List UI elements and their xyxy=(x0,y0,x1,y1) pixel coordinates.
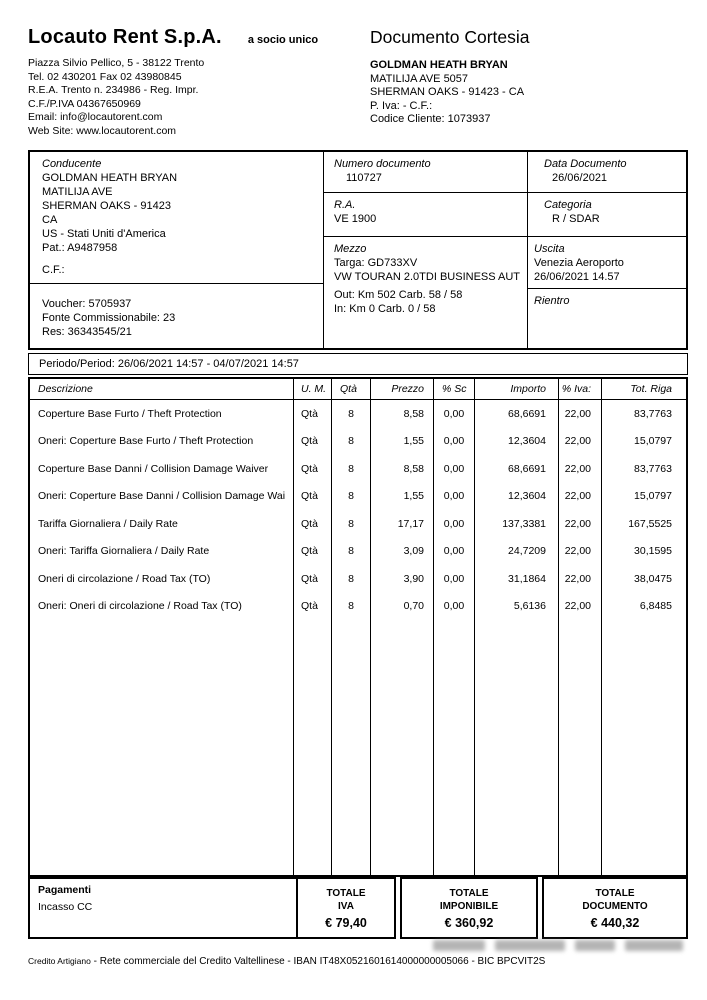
cell-sc: 0,00 xyxy=(434,538,475,566)
table-row xyxy=(30,510,686,538)
cell-iva: 22,00 xyxy=(559,593,602,621)
cell-importo: 31,1864 xyxy=(475,565,559,593)
company-suffix: a socio unico xyxy=(247,34,319,46)
bank-details: - Rete commerciale del Credito Valtellinese - IBAN IT48X0521601614000000005066 - BIC BPCVIT2S xyxy=(90,956,546,967)
totals-section xyxy=(28,877,688,939)
payments-cell xyxy=(28,877,298,939)
table-row xyxy=(30,538,686,566)
company-details xyxy=(28,57,370,138)
customer-address2: SHERMAN OAKS - 91423 - CA xyxy=(370,86,525,98)
data-documento-cell xyxy=(528,152,686,193)
customer-block xyxy=(370,59,688,127)
ra-cell xyxy=(324,193,527,237)
cell-prezzo: 17,17 xyxy=(371,510,434,538)
customer-address1: MATILIJA AVE 5057 xyxy=(370,72,469,85)
totale-iva-box xyxy=(296,877,396,939)
filler-cell xyxy=(475,620,559,875)
cell-iva: 22,00 xyxy=(559,428,602,456)
col-header-prezzo: Prezzo xyxy=(371,379,434,399)
data-documento-value: 26/06/2021 xyxy=(552,172,608,184)
cell-qta: 8 xyxy=(332,483,371,511)
company-vat: C.F./P.IVA 04367650969 xyxy=(28,97,141,110)
mezzo-out: Out: Km 502 Carb. 58 / 58 xyxy=(334,289,463,301)
watermark xyxy=(433,933,690,957)
conducente-cf: C.F.: xyxy=(42,264,65,276)
cell-prezzo: 1,55 xyxy=(371,483,434,511)
mezzo-in: In: Km 0 Carb. 0 / 58 xyxy=(334,303,436,315)
totale-imponibile-amount: € 360,92 xyxy=(444,915,494,930)
cell-um: Qtà xyxy=(294,565,332,593)
document-header-block xyxy=(370,26,688,150)
cell-descrizione: Tariffa Giornaliera / Daily Rate xyxy=(30,510,294,538)
mezzo-label: Mezzo xyxy=(334,243,367,255)
cell-iva: 22,00 xyxy=(559,510,602,538)
cell-qta: 8 xyxy=(332,593,371,621)
cell-prezzo: 3,09 xyxy=(371,538,434,566)
company-rea: R.E.A. Trento n. 234986 - Reg. Impr. xyxy=(28,84,199,96)
cell-tot-riga: 15,0797 xyxy=(634,435,672,448)
numero-documento-value: 110727 xyxy=(346,172,382,184)
conducente-country: US - Stati Uniti d'America xyxy=(42,228,166,240)
cell-um: Qtà xyxy=(294,428,332,456)
cell-qta: 8 xyxy=(332,400,371,428)
filler-cell xyxy=(434,620,475,875)
cell-iva: 22,00 xyxy=(559,400,602,428)
voucher-number: Voucher: 5705937 xyxy=(42,298,132,310)
filler-cell xyxy=(294,620,332,875)
categoria-value: R / SDAR xyxy=(552,213,600,225)
cell-sc: 0,00 xyxy=(434,483,475,511)
document-title: Documento Cortesia xyxy=(370,27,530,47)
cell-prezzo: 1,55 xyxy=(371,428,434,456)
company-name: Locauto Rent S.p.A. xyxy=(28,26,222,48)
table-row xyxy=(30,455,686,483)
conducente-cell xyxy=(30,152,323,284)
cell-descrizione: Coperture Base Danni / Collision Damage Waiver xyxy=(30,455,294,483)
company-address: Piazza Silvio Pellico, 5 - 38122 Trento xyxy=(28,57,205,69)
cell-qta: 8 xyxy=(332,538,371,566)
filler-cell xyxy=(332,620,371,875)
cell-tot-riga: 6,8485 xyxy=(639,600,672,613)
watermark-block xyxy=(495,940,565,951)
cell-um: Qtà xyxy=(294,510,332,538)
cell-qta: 8 xyxy=(332,455,371,483)
info-col-right xyxy=(528,152,686,348)
watermark-block xyxy=(575,940,615,951)
cell-tot-riga: 167,5525 xyxy=(628,517,672,530)
table-filler-row xyxy=(30,620,686,875)
filler-cell xyxy=(559,620,602,875)
cell-descrizione: Oneri: Tariffa Giornaliera / Daily Rate xyxy=(30,538,294,566)
cell-importo: 12,3604 xyxy=(475,428,559,456)
bank-prefix: Credito Artigiano xyxy=(28,956,91,966)
customer-code: Codice Cliente: 1073937 xyxy=(370,113,491,125)
cell-iva: 22,00 xyxy=(559,538,602,566)
totale-iva-amount: € 79,40 xyxy=(325,915,367,930)
company-email: Email: info@locautorent.com xyxy=(28,111,163,123)
cell-sc: 0,00 xyxy=(434,400,475,428)
col-header-importo: Importo xyxy=(475,379,559,399)
ra-label: R.A. xyxy=(334,199,356,211)
info-col-left xyxy=(30,152,324,348)
customer-fiscal: P. Iva: - C.F.: xyxy=(370,99,433,112)
totale-iva-line1: TOTALE xyxy=(326,887,366,899)
cell-sc: 0,00 xyxy=(434,455,475,483)
conducente-state: CA xyxy=(42,214,58,226)
totale-iva-line2: IVA xyxy=(338,900,354,912)
cell-prezzo: 3,90 xyxy=(371,565,434,593)
table-row xyxy=(30,593,686,621)
watermark-block xyxy=(433,940,485,951)
cell-um: Qtà xyxy=(294,400,332,428)
cell-iva: 22,00 xyxy=(559,483,602,511)
totale-documento-box xyxy=(542,877,688,939)
filler-cell xyxy=(371,620,434,875)
cell-sc: 0,00 xyxy=(434,565,475,593)
cell-importo: 24,7209 xyxy=(475,538,559,566)
ra-value: VE 1900 xyxy=(334,213,377,225)
table-row xyxy=(30,565,686,593)
uscita-cell xyxy=(528,237,686,289)
categoria-cell xyxy=(528,193,686,237)
periodo-bar xyxy=(28,353,688,375)
mezzo-vehicle: VW TOURAN 2.0TDI BUSINESS AUT xyxy=(334,271,521,283)
fonte-commissionabile: Fonte Commissionabile: 23 xyxy=(42,312,176,324)
cell-tot-riga: 15,0797 xyxy=(634,490,672,503)
company-block xyxy=(28,26,370,150)
company-phone: Tel. 02 430201 Fax 02 43980845 xyxy=(28,70,182,83)
col-header-iva: % Iva: xyxy=(559,379,602,399)
conducente-street: MATILIJA AVE xyxy=(42,186,113,198)
cell-descrizione: Coperture Base Furto / Theft Protection xyxy=(30,400,294,428)
header xyxy=(28,26,688,150)
res-number: Res: 36343545/21 xyxy=(42,326,132,338)
col-header-tot-riga: Tot. Riga xyxy=(630,383,672,395)
company-name-row xyxy=(28,26,370,49)
cell-sc: 0,00 xyxy=(434,428,475,456)
cell-importo: 68,6691 xyxy=(475,455,559,483)
table-row xyxy=(30,400,686,428)
cell-sc: 0,00 xyxy=(434,593,475,621)
payments-label: Pagamenti xyxy=(38,884,92,896)
voucher-cell xyxy=(30,284,323,348)
numero-documento-label: Numero documento xyxy=(334,158,431,170)
periodo-text: Periodo/Period: 26/06/2021 14:57 - 04/07/2021 14:57 xyxy=(39,358,299,370)
uscita-datetime: 26/06/2021 14.57 xyxy=(534,271,620,283)
uscita-label: Uscita xyxy=(534,243,565,255)
totale-imponibile-box xyxy=(400,877,538,939)
rientro-cell xyxy=(528,289,686,348)
cell-um: Qtà xyxy=(294,593,332,621)
totale-documento-amount: € 440,32 xyxy=(590,915,640,930)
cell-qta: 8 xyxy=(332,510,371,538)
cell-prezzo: 8,58 xyxy=(371,400,434,428)
rental-info-box xyxy=(28,150,688,350)
customer-name: GOLDMAN HEATH BRYAN xyxy=(370,59,508,71)
table-header-row xyxy=(30,379,686,400)
cell-qta: 8 xyxy=(332,565,371,593)
numero-documento-cell xyxy=(324,152,527,193)
table-row xyxy=(30,483,686,511)
totale-imponibile-line2: IMPONIBILE xyxy=(439,900,499,912)
col-header-um: U. M. xyxy=(294,379,332,399)
totale-documento-line2: DOCUMENTO xyxy=(582,900,648,912)
cell-importo: 12,3604 xyxy=(475,483,559,511)
cell-descrizione: Oneri di circolazione / Road Tax (TO) xyxy=(30,565,294,593)
table-row xyxy=(30,428,686,456)
cell-sc: 0,00 xyxy=(434,510,475,538)
cell-tot-riga: 83,7763 xyxy=(634,462,672,475)
cell-descrizione: Oneri: Coperture Base Danni / Collision Damage Wai xyxy=(30,483,294,511)
cell-iva: 22,00 xyxy=(559,455,602,483)
filler-cell xyxy=(30,620,294,875)
conducente-name: GOLDMAN HEATH BRYAN xyxy=(42,172,178,184)
cell-um: Qtà xyxy=(294,538,332,566)
cell-um: Qtà xyxy=(294,483,332,511)
cell-tot-riga: 30,1595 xyxy=(634,545,672,558)
cell-um: Qtà xyxy=(294,455,332,483)
uscita-place: Venezia Aeroporto xyxy=(534,257,624,269)
totale-documento-line1: TOTALE xyxy=(595,887,635,899)
company-website: Web Site: www.locautorent.com xyxy=(28,124,177,137)
cell-descrizione: Oneri: Coperture Base Furto / Theft Protection xyxy=(30,428,294,456)
col-header-qta: Qtà xyxy=(332,379,371,399)
conducente-label: Conducente xyxy=(42,158,102,170)
totale-imponibile-line1: TOTALE xyxy=(449,887,489,899)
cell-tot-riga: 38,0475 xyxy=(634,572,672,585)
bank-footer xyxy=(28,956,688,967)
filler-cell xyxy=(602,620,686,875)
cell-prezzo: 8,58 xyxy=(371,455,434,483)
cell-qta: 8 xyxy=(332,428,371,456)
info-col-middle xyxy=(324,152,528,348)
data-documento-label: Data Documento xyxy=(544,158,627,170)
payment-method: Incasso CC xyxy=(38,901,93,913)
rientro-label: Rientro xyxy=(534,295,570,307)
mezzo-targa: Targa: GD733XV xyxy=(334,257,418,269)
charges-table xyxy=(28,377,688,877)
conducente-city: SHERMAN OAKS - 91423 xyxy=(42,200,171,212)
conducente-license: Pat.: A9487958 xyxy=(42,242,118,254)
categoria-label: Categoria xyxy=(544,199,592,211)
cell-importo: 68,6691 xyxy=(475,400,559,428)
cell-importo: 5,6136 xyxy=(475,593,559,621)
cell-prezzo: 0,70 xyxy=(371,593,434,621)
cell-importo: 137,3381 xyxy=(475,510,559,538)
col-header-sc: % Sc xyxy=(434,379,475,399)
col-header-descrizione: Descrizione xyxy=(30,379,294,399)
cell-iva: 22,00 xyxy=(559,565,602,593)
cell-descrizione: Oneri: Oneri di circolazione / Road Tax (TO) xyxy=(30,593,294,621)
watermark-block xyxy=(625,940,683,951)
mezzo-cell xyxy=(324,237,527,348)
cell-tot-riga: 83,7763 xyxy=(634,407,672,420)
